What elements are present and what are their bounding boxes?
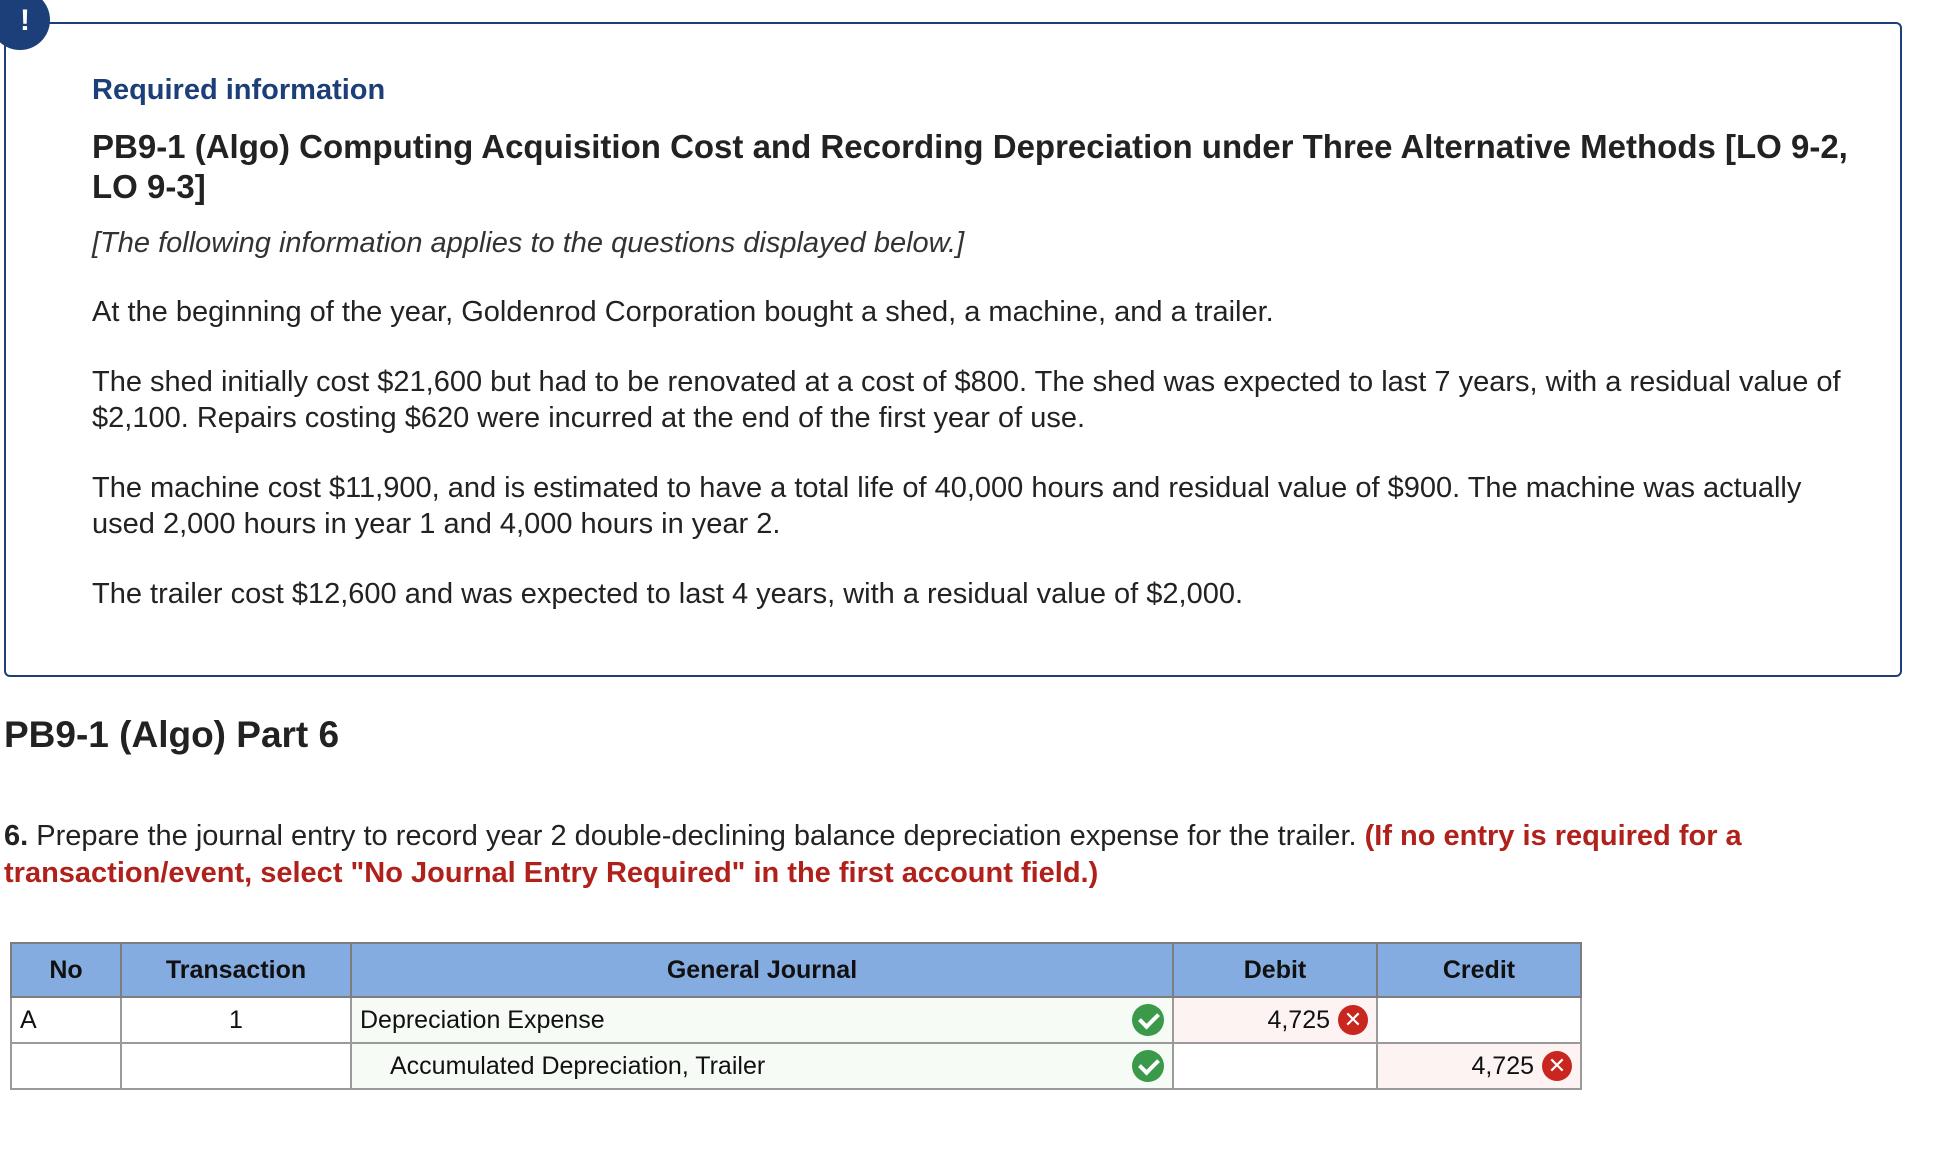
header-transaction: Transaction: [121, 943, 351, 997]
question-text: [4, 818, 1914, 892]
problem-title: PB9-1 (Algo) Computing Acquisition Cost and Recording Depreciation under Three Alternative Methods [LO 9-2, LO 9-3]: [92, 128, 1848, 205]
info-note: [The following information applies to the questions displayed below.]: [92, 227, 965, 259]
table-row: [11, 1043, 1581, 1089]
info-content: [92, 74, 1852, 646]
credit-input[interactable]: [1377, 997, 1581, 1043]
required-information-box: [4, 22, 1902, 677]
question-instruction: (If no entry is required for a transaction/event, select "No Journal Entry Required" in the first account field.): [4, 820, 1742, 889]
debit-value: 4,725: [1267, 1005, 1330, 1034]
header-general-journal: General Journal: [351, 943, 1173, 997]
question-number: 6.: [4, 820, 29, 852]
x-circle-icon: ✕: [1338, 1005, 1368, 1035]
header-no: No: [11, 943, 121, 997]
check-circle-icon: [1132, 1004, 1164, 1036]
row-transaction-cell: 1: [121, 997, 351, 1043]
check-circle-icon: [1132, 1050, 1164, 1082]
table-row: [11, 997, 1581, 1043]
row-no-cell: [11, 1043, 121, 1089]
credit-input[interactable]: [1377, 1043, 1581, 1089]
header-debit: Debit: [1173, 943, 1377, 997]
account-select-accumulated-depreciation-trailer[interactable]: [351, 1043, 1173, 1089]
row-transaction-cell: [121, 1043, 351, 1089]
info-paragraph-1: At the beginning of the year, Goldenrod Corporation bought a shed, a machine, and a trailer.: [92, 296, 1274, 328]
part-title: PB9-1 (Algo) Part 6: [4, 714, 340, 755]
account-label: Depreciation Expense: [360, 1005, 605, 1034]
account-label: Accumulated Depreciation, Trailer: [390, 1051, 766, 1080]
row-no-cell: A: [11, 997, 121, 1043]
info-paragraph-4: The trailer cost $12,600 and was expected to last 4 years, with a residual value of $2,000.: [92, 578, 1244, 610]
journal-header-row: [11, 943, 1581, 997]
debit-input[interactable]: [1173, 1043, 1377, 1089]
header-credit: Credit: [1377, 943, 1581, 997]
question-body: Prepare the journal entry to record year 2 double-declining balance depreciation expense for the trailer.: [28, 820, 1365, 852]
required-information-heading: Required information: [92, 74, 386, 106]
journal-entry-table: [10, 942, 1582, 1090]
exclamation-icon: !: [0, 0, 50, 50]
debit-input[interactable]: [1173, 997, 1377, 1043]
info-paragraph-3: The machine cost $11,900, and is estimated to have a total life of 40,000 hours and residual value of $900. The machine was actually used 2,000 hours in year 1 and 4,000 hours in year 2.: [92, 472, 1802, 540]
credit-value: 4,725: [1471, 1051, 1534, 1080]
account-select-depreciation-expense[interactable]: [351, 997, 1173, 1043]
x-circle-icon: ✕: [1542, 1051, 1572, 1081]
info-paragraph-2: The shed initially cost $21,600 but had to be renovated at a cost of $800. The shed was expected to last 7 years, with a residual value of $2,100. Repairs costing $620 were incurred at the end of the first year of use.: [92, 366, 1841, 434]
